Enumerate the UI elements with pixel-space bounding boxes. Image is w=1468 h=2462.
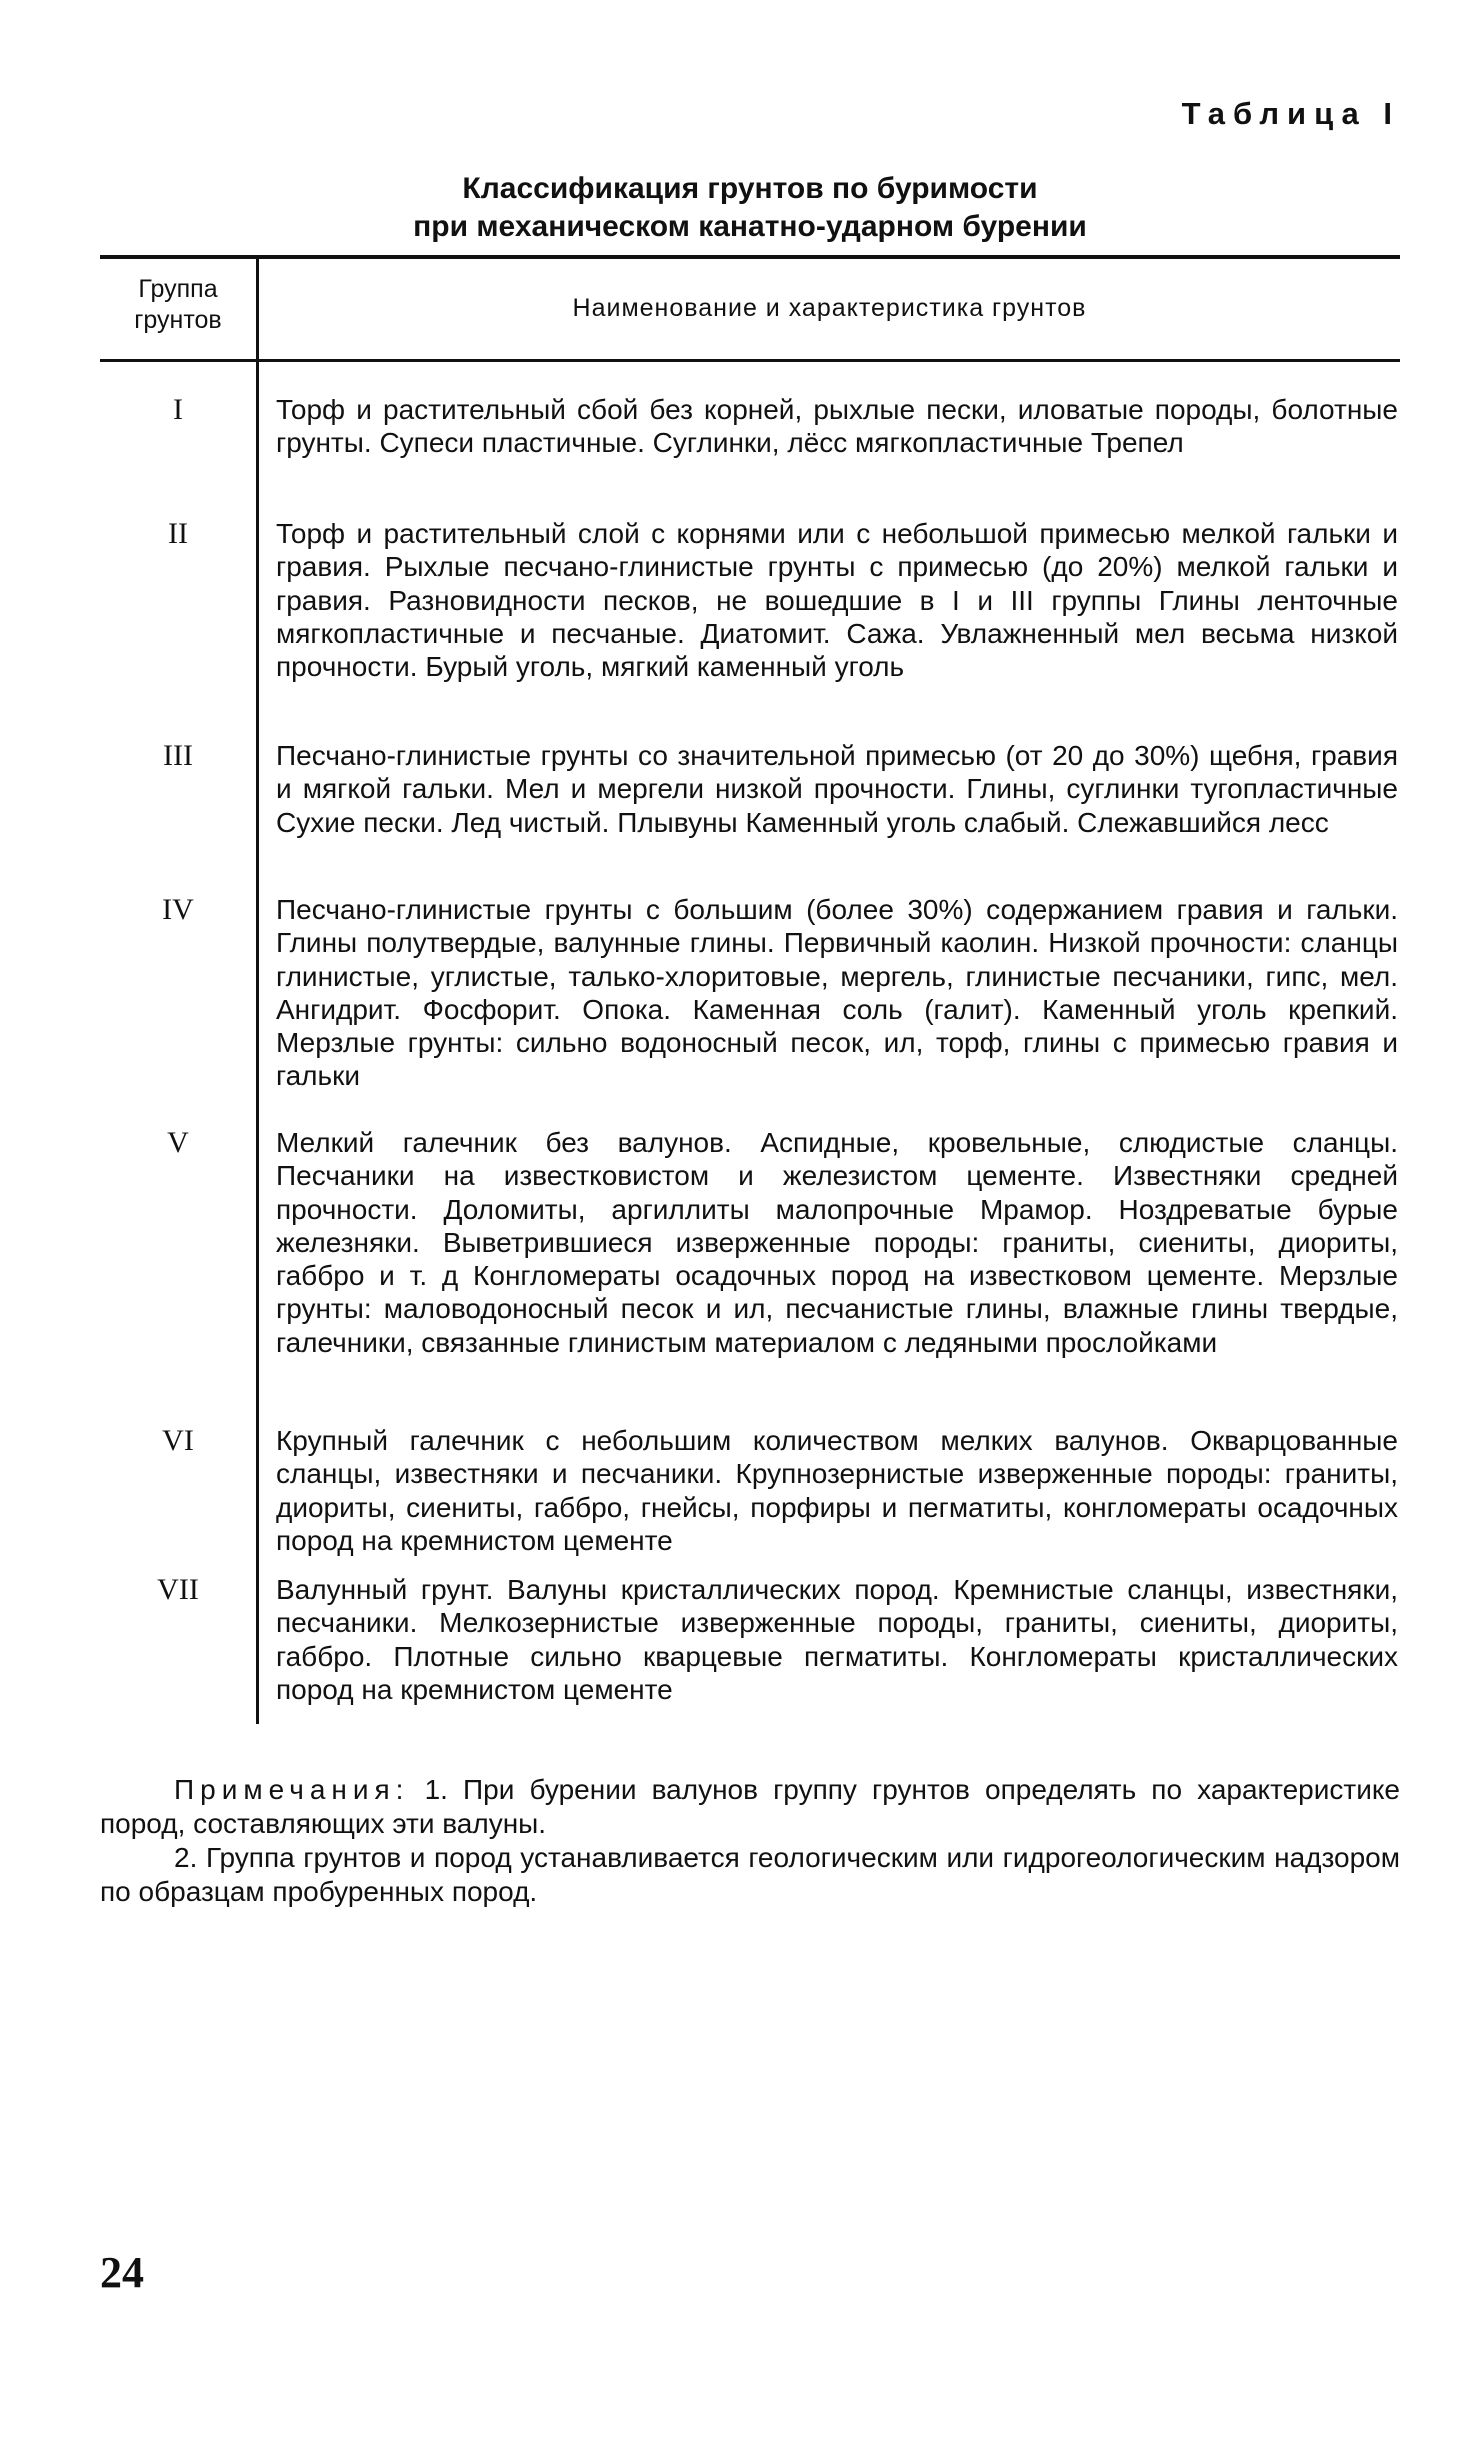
row-description: Торф и растительный слой с корнями или с небольшой примесью мелкой гальки и гравия. Рыхлые песчано-глинистые грунты с примесью (до 20%) мелкой гальки и гравия. Разновидности песков, не вошедшие в I и III группы Глины ленточные мягкопластичные и песчаные. Диатомит. Сажа. Увлажненный мел весьма низкой прочности. Бурый уголь, мягкий каменный уголь [276,518,1398,683]
column-header-group-line-1: Группа [138,275,218,303]
row-description: Мелкий галечник без валунов. Аспидные, кровельные, слюдистые сланцы. Песчаники на известковистом и железистом цементе. Известняки средней прочности. Доломиты, аргиллиты малопрочные Мрамор. Ноздреватые бурые железняки. Выветрившиеся изверженные породы: граниты, сиениты, диориты, габбро и т. д Конгломераты осадочных пород на известковом цементе. Мерзлые грунты: маловодоносный песок и ил, песчанистые глины, влажные глины твердые, галечники, связанные глинистым материалом с ледяными прослойками [276,1127,1398,1358]
row-description: Крупный галечник с небольшим количеством мелких валунов. Окварцованные сланцы, известняки и песчаники. Крупнозернистые изверженные породы: граниты, диориты, сиениты, габбро, гнейсы, порфиры и пегматиты, конгломераты осадочных пород на кремнистом цементе [276,1425,1398,1556]
row-group-number: VI [162,1424,194,1457]
note-1 [100,1773,1400,1841]
table-caption [100,170,1400,246]
table-label: Таблица I [1181,96,1400,131]
notes-label: Примечания: [174,1774,410,1805]
notes-section [100,1773,1400,1909]
caption-line-2: при механическом канатно-ударном бурении [413,210,1087,243]
row-group-number: II [168,517,188,550]
note-2: 2. Группа грунтов и пород устанавливается геологическим или гидрогеологическим надзором по образцам пробуренных пород. [100,1842,1400,1907]
row-description: Валунный грунт. Валуны кристаллических пород. Кремнистые сланцы, известняки, песчаники. Мелкозернистые изверженные породы, граниты, сиениты, диориты, габбро. Плотные сильно кварцевые пегматиты. Конгломераты кристаллических пород на кремнистом цементе [276,1574,1398,1705]
row-description: Песчано-глинистые грунты со значительной примесью (от 20 до 30%) щебня, гравия и мягкой гальки. Мел и мергели низкой прочности. Глины, суглинки тугопластичные Сухие пески. Лед чистый. Плывуны Каменный уголь слабый. Слежавшийся лесс [276,740,1398,838]
row-group-number: I [173,393,183,426]
body-column-divider [256,362,259,1724]
page-number: 24 [100,2248,144,2297]
header-bottom-rule [100,359,1400,362]
row-group-number: VII [157,1573,199,1606]
row-description: Торф и растительный сбой без корней, рыхлые пески, иловатые породы, болотные грунты. Супеси пластичные. Суглинки, лёсс мягкопластичные Трепел [276,394,1398,459]
table-top-rule [100,255,1400,259]
column-header-name: Наименование и характеристика грунтов [572,294,1087,322]
row-group-number: V [167,1126,189,1159]
row-description: Песчано-глинистые грунты с большим (более 30%) содержанием гравия и гальки. Глины полутвердые, валунные глины. Первичный каолин. Низкой прочности: сланцы глинистые, углистые, талько-хлоритовые, мергель, глинистые песчаники, гипс, мел. Ангидрит. Фосфорит. Опока. Каменная соль (галит). Каменный уголь крепкий. Мерзлые грунты: сильно водоносный песок, ил, торф, глины с примесью гравия и гальки [276,894,1398,1092]
column-header-group [100,274,256,336]
row-group-number: IV [162,893,194,926]
column-header-group-line-2: грунтов [134,306,222,334]
caption-line-1: Классификация грунтов по буримости [462,172,1038,205]
row-group-number: III [163,739,193,772]
note-1-text: 1. При бурении валунов группу грунтов определять по характеристике пород, составляющих эти валуны. [100,1774,1400,1839]
